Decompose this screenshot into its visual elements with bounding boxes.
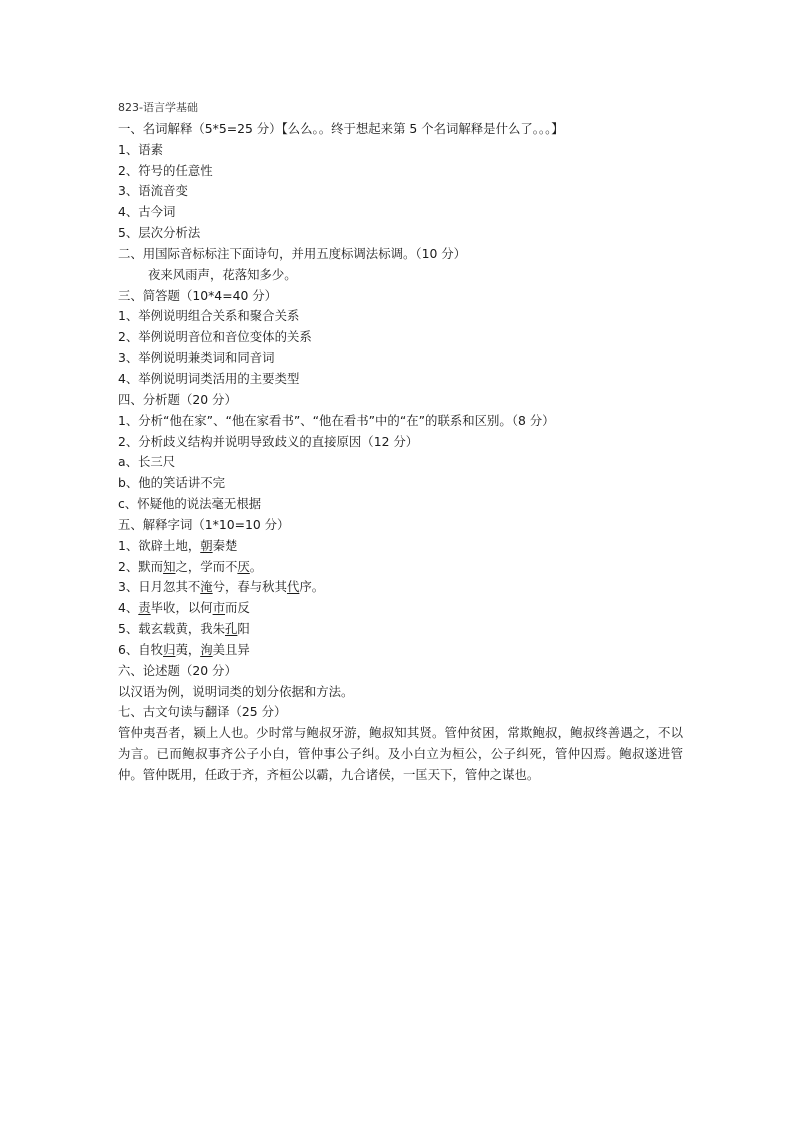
text-segment: 2、默而 xyxy=(118,558,164,574)
list-item: c、怀疑他的说法毫无根据 xyxy=(118,496,262,512)
list-item: 4、古今词 xyxy=(118,204,176,220)
list-item: 3、语流音变 xyxy=(118,183,188,199)
list-item xyxy=(118,557,683,578)
underlined-word: 孔 xyxy=(225,621,238,637)
classical-passage: 管仲夷吾者，颍上人也。少时常与鲍叔牙游，鲍叔知其贤。管仲贫困，常欺鲍叔，鲍叔终善遇之，不以为言。已而鲍叔事齐公子小白，管仲事公子纠。及小白立为桓公，公子纠死，管仲囚焉。鲍叔遂进管仲。管仲既用，任政于齐，齐桓公以霸，九合诸侯，一匡天下，管仲之谋也。 xyxy=(118,725,683,782)
essay-prompt: 以汉语为例，说明词类的划分依据和方法。 xyxy=(118,683,354,699)
text-segment: 之，学而不 xyxy=(175,558,238,574)
list-item: b、他的笑话讲不完 xyxy=(118,475,225,491)
list-item: 1、举例说明组合关系和聚合关系 xyxy=(118,308,300,324)
text-segment: 秦楚 xyxy=(212,537,238,553)
list-item: 4、举例说明词类活用的主要类型 xyxy=(118,370,300,386)
text-segment: 荑， xyxy=(175,641,201,657)
poem-line: 夜来风雨声，花落知多少。 xyxy=(148,266,297,282)
list-item: 2、举例说明音位和音位变体的关系 xyxy=(118,329,312,345)
section-1-heading: 一、名词解释（5*5=25 分）【么么。。终于想起来第 5 个名词解释是什么了。。。】 xyxy=(118,120,564,136)
doc-title: 823-语言学基础 xyxy=(118,101,198,114)
list-item: a、长三尺 xyxy=(118,454,176,470)
underlined-word: 朝 xyxy=(200,537,213,553)
section-7-heading: 七、古文句读与翻译（25 分） xyxy=(118,704,287,720)
underlined-word: 归 xyxy=(163,641,176,657)
list-item: 3、举例说明兼类词和同音词 xyxy=(118,350,275,366)
underlined-word: 洵 xyxy=(200,641,213,657)
list-item xyxy=(118,577,683,598)
text-segment: 而反 xyxy=(225,600,250,616)
section-6-heading: 六、论述题（20 分） xyxy=(118,662,237,678)
list-item: 1、分析“他在家”、“他在家看书”、“他在看书”中的“在”的联系和区别。（8 分） xyxy=(118,412,555,428)
list-item xyxy=(118,619,683,640)
text-segment: 3、日月忽其不 xyxy=(118,579,201,595)
underlined-word: 淹 xyxy=(200,579,213,595)
text-segment: 兮，春与秋其 xyxy=(212,579,287,595)
text-segment: 6、自牧 xyxy=(118,641,164,657)
text-segment: 毕收，以何 xyxy=(150,600,213,616)
section-4-heading: 四、分析题（20 分） xyxy=(118,391,237,407)
list-item xyxy=(118,536,683,557)
text-segment: 阳 xyxy=(237,621,250,637)
underlined-word: 责 xyxy=(138,600,151,616)
section-5-heading: 五、解释字词（1*10=10 分） xyxy=(118,516,290,532)
list-item xyxy=(118,640,683,661)
underlined-word: 代 xyxy=(286,579,300,595)
underlined-word: 市 xyxy=(212,600,226,616)
text-segment: 1、欲辟土地， xyxy=(118,537,201,553)
text-segment: 美且异 xyxy=(212,641,250,657)
list-item: 2、分析歧义结构并说明导致歧义的直接原因（12 分） xyxy=(118,433,419,449)
list-item: 2、符号的任意性 xyxy=(118,162,213,178)
section-3-heading: 三、简答题（10*4=40 分） xyxy=(118,287,278,303)
document-page xyxy=(118,98,683,786)
underlined-word: 厌 xyxy=(237,558,250,574)
list-item: 5、层次分析法 xyxy=(118,225,201,241)
text-segment: 。 xyxy=(249,558,263,574)
list-item: 1、语素 xyxy=(118,141,164,157)
text-segment: 序。 xyxy=(299,579,325,595)
text-segment: 5、载玄载黄，我朱 xyxy=(118,621,226,637)
list-item xyxy=(118,598,683,619)
text-segment: 4、 xyxy=(118,600,139,616)
section-2-heading: 二、用国际音标标注下面诗句，并用五度标调法标调。（10 分） xyxy=(118,245,467,261)
underlined-word: 知 xyxy=(163,558,176,574)
